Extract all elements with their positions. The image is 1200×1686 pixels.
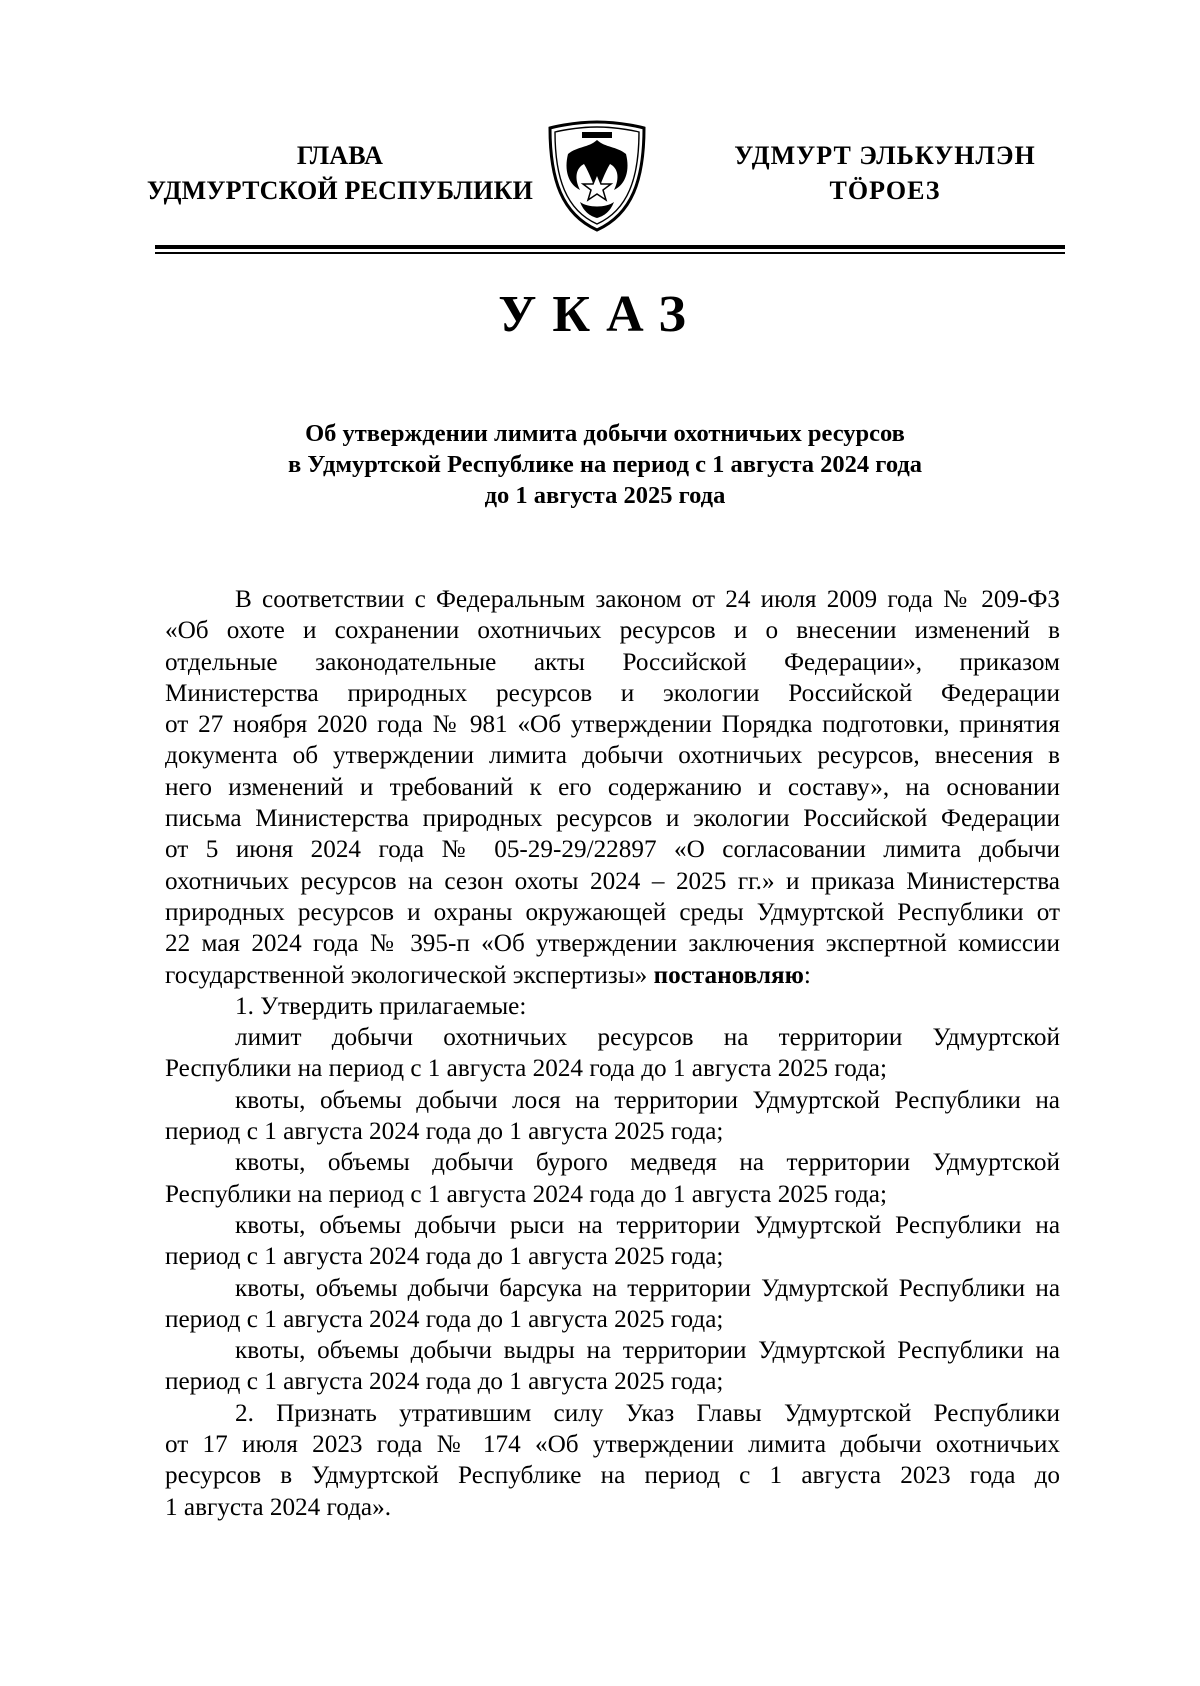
item-1-heading: 1. Утвердить прилагаемые: xyxy=(235,992,527,1020)
preamble-line: Министерства природных ресурсов и экологии Российской Федерации xyxy=(165,679,1060,707)
preamble-line: от 5 июня 2024 года № 05-29-29/22897 «О согласовании лимита добычи xyxy=(165,836,1060,864)
list-item-line: квоты, объемы добычи рыси на территории Удмуртской Республики на xyxy=(235,1211,1060,1239)
preamble-line: документа об утверждении лимита добычи охотничьих ресурсов, внесения в xyxy=(165,742,1060,770)
item-2-line: 2. Признать утратившим силу Указ Главы Удмуртской Республики xyxy=(235,1399,1060,1427)
item-2-line: ресурсов в Удмуртской Республике на период с 1 августа 2023 года до xyxy=(165,1462,1060,1490)
list-item-line: квоты, объемы добычи барсука на территории Удмуртской Республики на xyxy=(235,1274,1060,1302)
list-item-line: лимит добычи охотничьих ресурсов на территории Удмуртской xyxy=(235,1024,1060,1052)
issuer-udm-line-1: УДМУРТ ЭЛЬКУНЛЭН xyxy=(734,141,1036,170)
preamble-line: письма Министерства природных ресурсов и экологии Российской Федерации xyxy=(165,805,1060,833)
preamble-line: него изменений и требований к его содержанию и составу», на основании xyxy=(165,773,1060,801)
decree-word: постановляю xyxy=(653,961,804,989)
list-item-line: период с 1 августа 2024 года до 1 августа 2025 года; xyxy=(165,1305,724,1333)
item-2-line: от 17 июля 2023 года № 174 «Об утверждении лимита добычи охотничьих xyxy=(165,1431,1060,1459)
list-item-line: квоты, объемы добычи выдры на территории Удмуртской Республики на xyxy=(235,1337,1060,1365)
preamble-line: В соответствии с Федеральным законом от 24 июля 2009 года № 209-ФЗ xyxy=(235,586,1060,613)
issuer-udm-line-2: ТӦРОЕЗ xyxy=(829,176,941,205)
issuer-title-udmurt xyxy=(705,138,1065,208)
header-divider-thin xyxy=(155,252,1065,254)
preamble-line: от 27 ноября 2020 года № 981 «Об утверждении Порядка подготовки, принятия xyxy=(165,711,1060,739)
subtitle-line: в Удмуртской Республике на период с 1 августа 2024 года xyxy=(287,451,923,478)
decree-colon: : xyxy=(803,961,811,989)
preamble-last-line xyxy=(165,960,1060,991)
item-2-line: 1 августа 2024 года». xyxy=(165,1493,391,1521)
preamble-line: 22 мая 2024 года № 395-п «Об утверждении заключения экспертной комиссии xyxy=(165,930,1060,958)
list-item-line: период с 1 августа 2024 года до 1 августа 2025 года; xyxy=(165,1368,724,1396)
list-item-line: Республики на период с 1 августа 2024 года до 1 августа 2025 года; xyxy=(165,1180,887,1208)
list-item-line: квоты, объемы добычи лося на территории Удмуртской Республики на xyxy=(235,1086,1060,1114)
subtitle-line: Об утверждении лимита добычи охотничьих ресурсов xyxy=(305,420,905,447)
document-title: УКАЗ xyxy=(498,286,702,343)
preamble-line: природных ресурсов и охраны окружающей среды Удмуртской Республики от xyxy=(165,898,1060,926)
list-item-line: квоты, объемы добычи бурого медведя на территории Удмуртской xyxy=(235,1149,1060,1177)
issuer-title-russian xyxy=(140,138,540,208)
preamble-line: «Об охоте и сохранении охотничьих ресурсов и о внесении изменений в xyxy=(165,617,1060,645)
document-header xyxy=(146,130,1050,220)
preamble-line: охотничьих ресурсов на сезон охоты 2024 – 2025 гг.» и приказа Министерства xyxy=(165,867,1060,895)
preamble-line: отдельные законодательные акты Российской Федерации», приказом xyxy=(165,648,1060,676)
list-item-line: период с 1 августа 2024 года до 1 августа 2025 года; xyxy=(165,1118,724,1146)
document-subtitle xyxy=(150,418,1060,511)
issuer-line-2: УДМУРТСКОЙ РЕСПУБЛИКИ xyxy=(146,176,534,205)
header-divider-thick xyxy=(155,245,1065,249)
list-item-line: период с 1 августа 2024 года до 1 августа 2025 года; xyxy=(165,1243,724,1271)
subtitle-line: до 1 августа 2025 года xyxy=(484,482,726,509)
coat-of-arms-emblem-icon xyxy=(544,118,650,234)
document-body xyxy=(165,584,1060,1523)
preamble-last-text: государственной экологической экспертизы» xyxy=(165,961,648,989)
list-item-line: Республики на период с 1 августа 2024 года до 1 августа 2025 года; xyxy=(165,1055,887,1083)
issuer-line-1: ГЛАВА xyxy=(296,141,384,170)
